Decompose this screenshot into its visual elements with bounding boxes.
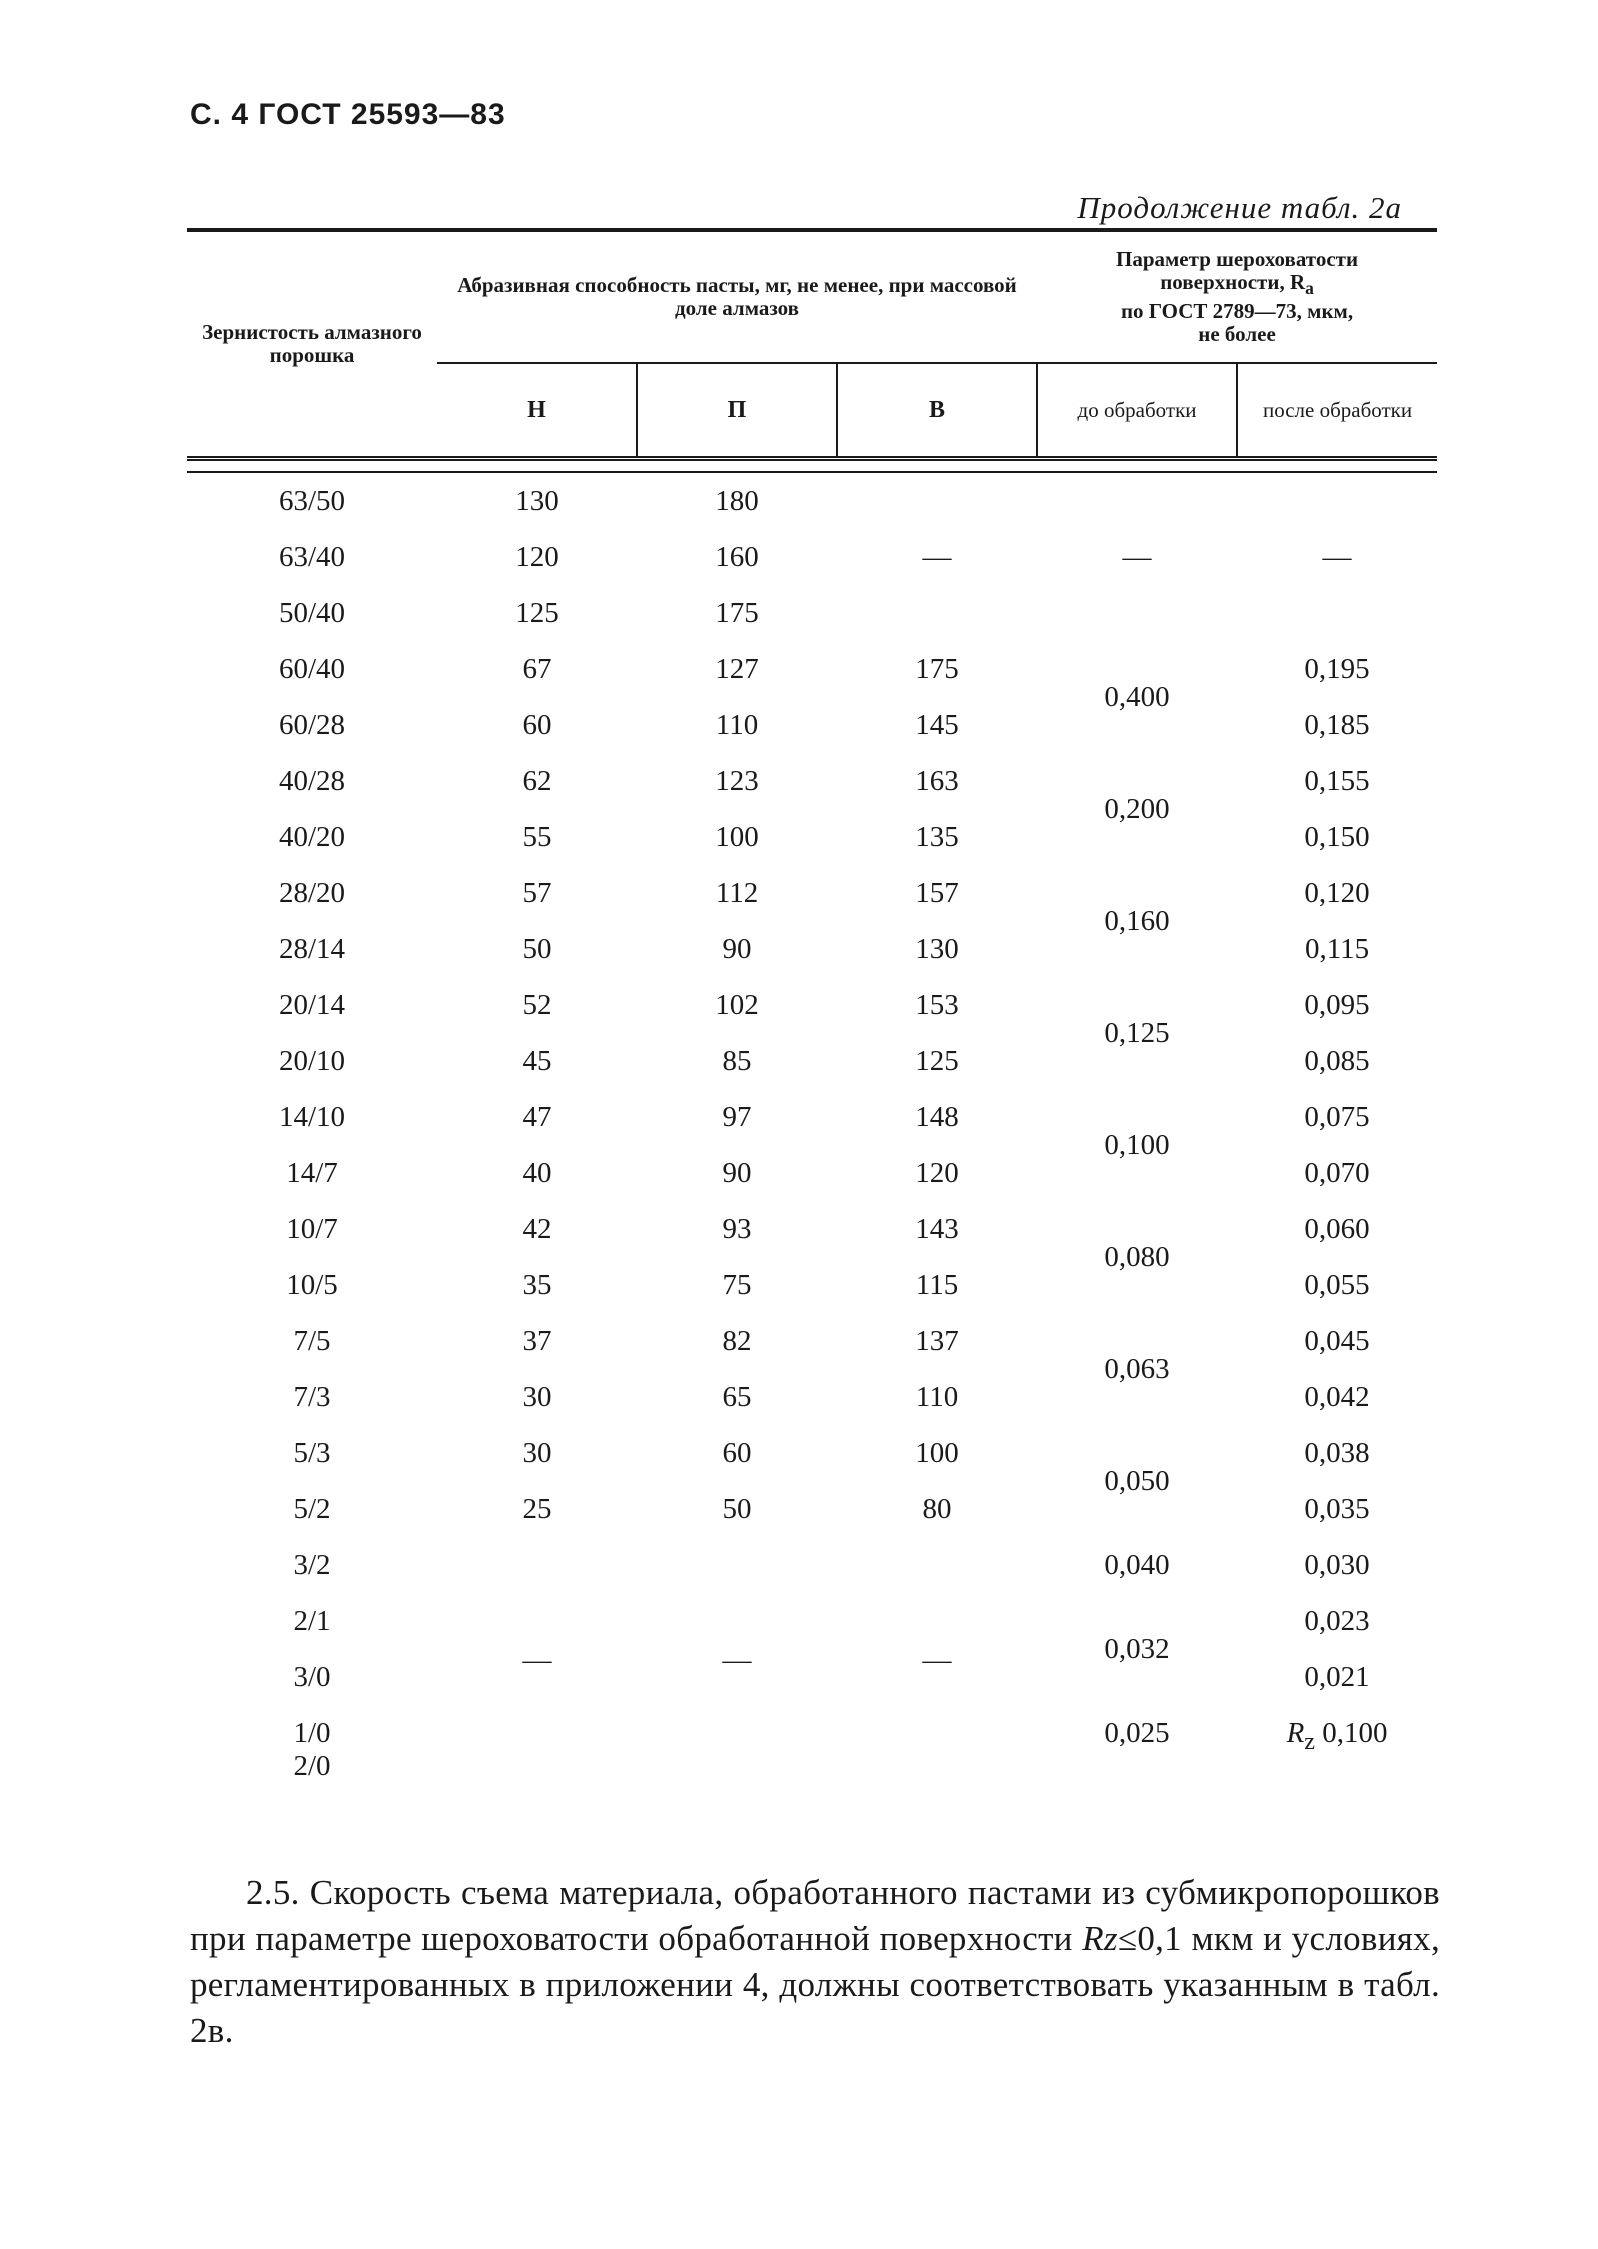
table-cell: 40/20 <box>278 820 346 853</box>
table-cell: 52 <box>522 988 552 1021</box>
table-cell: 57 <box>522 876 552 909</box>
table-cell: 0,025 <box>1104 1717 1170 1749</box>
header-before: до обработки <box>1037 363 1237 459</box>
table-cell: 63/40 <box>278 540 346 573</box>
table-cell: 3/2 <box>293 1548 331 1581</box>
table-cell: 0,085 <box>1304 1044 1370 1077</box>
table-row <box>187 472 1437 529</box>
table-cell: 137 <box>915 1324 959 1357</box>
table-cell: 40 <box>522 1156 552 1189</box>
table-cell: 7/3 <box>293 1380 331 1413</box>
table-cell: 0,021 <box>1304 1660 1370 1693</box>
table-cell: — <box>922 540 952 573</box>
table-cell <box>1037 459 1237 473</box>
table-cell: 47 <box>522 1100 552 1133</box>
table-cell: 145 <box>915 708 959 741</box>
table-cell: 115 <box>915 1268 959 1301</box>
table-cell: 0,038 <box>1304 1436 1370 1469</box>
table-cell: 0,150 <box>1304 820 1370 853</box>
table-cell: 63/50 <box>278 484 346 517</box>
table-cell: — <box>522 1643 552 1676</box>
table-cell: 175 <box>915 652 959 685</box>
table-cell: 93 <box>722 1212 752 1245</box>
table-cell: 143 <box>915 1212 959 1245</box>
header-grain: Зернистость алмазного порошка <box>187 230 437 459</box>
table-cell: 30 <box>522 1380 552 1413</box>
table-cell: 75 <box>722 1268 752 1301</box>
header-n: Н <box>437 363 637 459</box>
table-cell: 14/10 <box>278 1100 346 1133</box>
table-cell: 40/28 <box>278 764 346 797</box>
table-cell: 30 <box>522 1436 552 1469</box>
table-row <box>187 697 1437 753</box>
table-row <box>187 1481 1437 1537</box>
table-cell: 80 <box>922 1492 952 1525</box>
table-cell: 60/28 <box>278 708 346 741</box>
header-roughness: Параметр шероховатости поверхности, $R_a$ по ГОСТ 2789—73, мкм, не более <box>1037 230 1437 363</box>
table-cell: 60 <box>722 1436 752 1469</box>
table-cell: 37 <box>522 1324 552 1357</box>
table-row <box>187 641 1437 697</box>
table-cell: 50/40 <box>278 596 346 629</box>
table-cell: — <box>1322 540 1352 573</box>
table-cell: 130 <box>515 484 559 517</box>
table-cell: 28/20 <box>278 876 346 909</box>
table-cell: 0,080 <box>1104 1240 1170 1273</box>
table-cell: 2/1 <box>293 1604 331 1637</box>
grain-abrasive-table <box>187 228 1437 1783</box>
table-cell <box>437 459 637 473</box>
table-cell: 163 <box>915 764 959 797</box>
table-cell: 125 <box>915 1044 959 1077</box>
table-row <box>187 921 1437 977</box>
table-cell: 0,160 <box>1104 904 1170 937</box>
table-cell: 135 <box>915 820 959 853</box>
table-cell: 175 <box>715 596 759 629</box>
table-row <box>187 753 1437 809</box>
table-cell: 153 <box>915 988 959 1021</box>
header-v: В <box>837 363 1037 459</box>
table-row <box>187 865 1437 921</box>
table-cell: 0,200 <box>1104 792 1170 825</box>
table-cell: 7/5 <box>293 1324 331 1357</box>
table-row <box>187 1033 1437 1089</box>
table-cell: 0,030 <box>1304 1548 1370 1581</box>
table-cell: 123 <box>715 764 759 797</box>
table-caption: Продолжение табл. 2а <box>1077 190 1402 225</box>
table-cell: 5/2 <box>293 1492 331 1525</box>
rz-value: $R_z$ 0,100 <box>1286 1717 1388 1755</box>
table-cell: 0,045 <box>1304 1324 1370 1357</box>
table-cell: 157 <box>915 876 959 909</box>
table-row <box>187 1537 1437 1593</box>
table-cell <box>1237 459 1437 473</box>
table-cell: — <box>722 1643 752 1676</box>
table-cell: 20/10 <box>278 1044 346 1077</box>
table-cell: 0,075 <box>1304 1100 1370 1133</box>
header-after: после обработки <box>1237 363 1437 459</box>
table-cell: 120 <box>915 1156 959 1189</box>
table-row <box>187 1257 1437 1313</box>
table-cell: 82 <box>722 1324 752 1357</box>
table-cell: 5/3 <box>293 1436 331 1469</box>
table-cell: 100 <box>915 1436 959 1469</box>
table-cell: 110 <box>715 708 759 741</box>
table-cell: 102 <box>715 988 759 1021</box>
table-cell: — <box>1122 540 1152 573</box>
table-row <box>187 1313 1437 1369</box>
table-cell: 14/7 <box>286 1156 338 1189</box>
table-cell: 42 <box>522 1212 552 1245</box>
table-cell: 0,400 <box>1104 680 1170 713</box>
table-cell: 0,120 <box>1304 876 1370 909</box>
table-cell: 35 <box>522 1268 552 1301</box>
table-cell: 0,055 <box>1304 1268 1370 1301</box>
table-cell: 28/14 <box>278 932 346 965</box>
table-row <box>187 977 1437 1033</box>
table-cell: 127 <box>715 652 759 685</box>
table-row <box>187 1369 1437 1425</box>
table-cell: 85 <box>722 1044 752 1077</box>
table-cell: 0,040 <box>1104 1548 1170 1581</box>
header-abrasive: Абразивная способность пасты, мг, не менее, при массовой доле алмазов <box>437 230 1037 363</box>
table-cell: 10/5 <box>286 1268 338 1301</box>
header-p: П <box>637 363 837 459</box>
table-row <box>187 1089 1437 1145</box>
table-cell: 0,023 <box>1304 1604 1370 1637</box>
table-cell: 0,042 <box>1304 1380 1370 1413</box>
table-cell: 0,070 <box>1304 1156 1370 1189</box>
table-cell: 90 <box>722 932 752 965</box>
table-row <box>187 1425 1437 1481</box>
table-cell: 20/14 <box>278 988 346 1021</box>
table-cell: 0,050 <box>1104 1464 1170 1497</box>
table-cell: 50 <box>522 932 552 965</box>
table-cell: 3/0 <box>293 1660 331 1693</box>
table-cell: 60 <box>522 708 552 741</box>
table-cell: 0,115 <box>1304 932 1370 965</box>
table-row <box>187 1201 1437 1257</box>
table-cell: 130 <box>915 932 959 965</box>
table-cell: 160 <box>715 540 759 573</box>
table-cell: 55 <box>522 820 552 853</box>
table-row <box>187 1145 1437 1201</box>
table-cell: 125 <box>515 596 559 629</box>
table-cell: 148 <box>915 1100 959 1133</box>
paragraph-2-5: 2.5. Скорость съема материала, обработанного пастами из субмикропорошков при параметре шероховатости обработанной поверхности Rz≤0,1 мкм и условиях, регламентированных в приложении 4, должны соответствовать указанным в табл. 2в. <box>190 1873 1440 2050</box>
table-cell: 10/7 <box>286 1212 338 1245</box>
table-cell: 100 <box>715 820 759 853</box>
table-cell: 62 <box>522 764 552 797</box>
page-header: С. 4 ГОСТ 25593—83 <box>190 98 506 131</box>
table-cell: 90 <box>722 1156 752 1189</box>
table-cell: 0,095 <box>1304 988 1370 1021</box>
table-cell: 0,035 <box>1304 1492 1370 1525</box>
table-cell: — <box>922 1643 952 1676</box>
table-cell: 97 <box>722 1100 752 1133</box>
table-cell: 0,032 <box>1104 1632 1170 1665</box>
table-cell: 0,100 <box>1104 1128 1170 1161</box>
table-cell: 120 <box>515 540 559 573</box>
table-cell: 0,155 <box>1304 764 1370 797</box>
table-cell: 67 <box>522 652 552 685</box>
table-cell: 112 <box>715 876 759 909</box>
table-cell <box>187 459 437 473</box>
table-cell: 0,185 <box>1304 708 1370 741</box>
table-cell <box>837 459 1037 473</box>
table-cell: 60/40 <box>278 652 346 685</box>
table-cell: 50 <box>722 1492 752 1525</box>
table-cell: 0,063 <box>1104 1352 1170 1385</box>
table-cell: 110 <box>915 1380 959 1413</box>
table-cell: 65 <box>722 1380 752 1413</box>
table-cell: 180 <box>715 484 759 517</box>
table-cell: 25 <box>522 1492 552 1525</box>
table-cell: 45 <box>522 1044 552 1077</box>
table-cell: 0,125 <box>1104 1016 1170 1049</box>
table-cell: 1/0 2/0 <box>293 1717 331 1782</box>
table-cell <box>637 459 837 473</box>
table-cell: 0,195 <box>1304 652 1370 685</box>
table-cell: 0,060 <box>1304 1212 1370 1245</box>
table-row <box>187 809 1437 865</box>
